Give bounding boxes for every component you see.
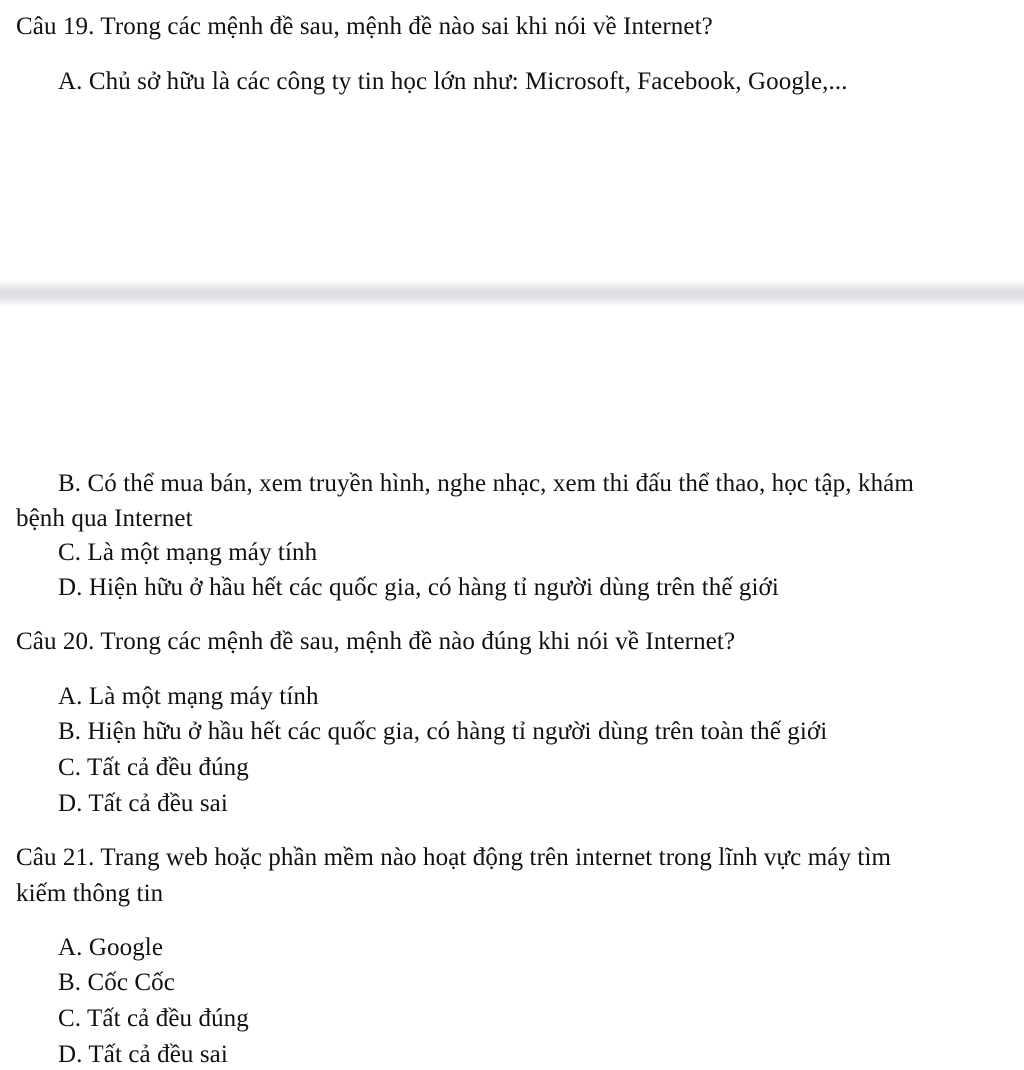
question-19-title: Câu 19. Trong các mệnh đề sau, mệnh đề nào sai khi nói về Internet? <box>16 13 713 40</box>
question-21-title: Câu 21. Trang web hoặc phần mềm nào hoạt động trên internet trong lĩnh vực máy tìm <box>16 844 892 871</box>
question-19-option-c: C. Là một mạng máy tính <box>58 539 318 566</box>
question-20-option-c: C. Tất cả đều đúng <box>58 754 249 781</box>
question-20-option-d: D. Tất cả đều sai <box>58 790 228 817</box>
page-divider <box>0 280 1024 306</box>
question-21-option-a: A. Google <box>58 934 164 961</box>
question-19-option-d: D. Hiện hữu ở hầu hết các quốc gia, có hàng tỉ người dùng trên thế giới <box>58 574 779 601</box>
question-19-option-b-continued: bệnh qua Internet <box>16 505 193 532</box>
question-19-option-b: B. Có thể mua bán, xem truyền hình, nghe nhạc, xem thi đấu thể thao, học tập, khám <box>58 470 914 497</box>
question-19-option-a: A. Chủ sở hữu là các công ty tin học lớn như: Microsoft, Facebook, Google,... <box>58 68 848 95</box>
question-20-title: Câu 20. Trong các mệnh đề sau, mệnh đề nào đúng khi nói về Internet? <box>16 628 736 655</box>
question-21-option-b: B. Cốc Cốc <box>58 969 175 996</box>
question-21-title-continued: kiếm thông tin <box>16 880 164 907</box>
question-20-option-b: B. Hiện hữu ở hầu hết các quốc gia, có hàng tỉ người dùng trên toàn thế giới <box>58 718 828 745</box>
question-20-option-a: A. Là một mạng máy tính <box>58 683 319 710</box>
question-21-option-d: D. Tất cả đều sai <box>58 1041 228 1068</box>
question-21-option-c: C. Tất cả đều đúng <box>58 1005 249 1032</box>
